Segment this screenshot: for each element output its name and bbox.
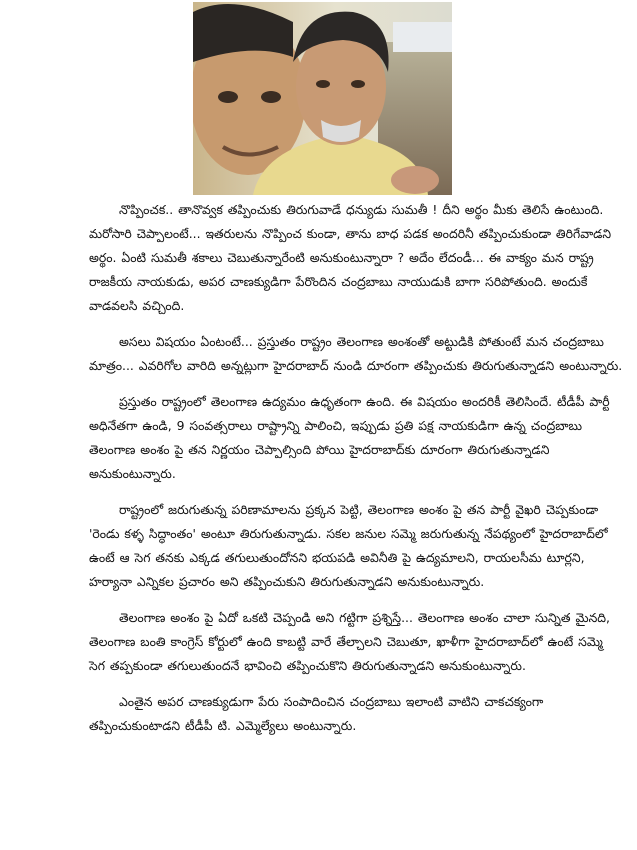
article-paragraph: నొప్పించక.. తానొవ్వక తప్పించుకు తిరుగువాడే ధన్యుడు సుమతీ ! దీని అర్థం మీకు తెలిసే ఉంటుంది. మరోసారి చెప్పాలంటే... ఇతరులను నొప్పించ కుండా, తాను బాధ పడక అందరినీ తప్పించుకుండా తిరిగేవాడని అర్థం. ఏంటి సుమతీ శకాలు చెబుతున్నారేంటి అనుకుంటున్నారా ? అదేం లేదండీ... ఈ వాక్యం మన రాష్ట్ర రాజకీయ నాయకుడు, అపర చాణక్యుడిగా పేరొందిన చంద్రబాబు నాయుడుకి బాగా సరిపోతుంది. అందుకే వాడవలసి వచ్చింది. [89,202,612,313]
article-paragraph: ప్రస్తుతం రాష్ట్రంలో తెలంగాణ ఉద్యమం ఉధృతంగా ఉంది. ఈ విషయం అందరికీ తెలిసిందే. టీడీపీ పార్టీ అధినేతగా ఉండి, 9 సంవత్సరాలు రాష్ట్రాన్ని పాలించి, ఇప్పుడు ప్రతి పక్ష నాయకుడిగా ఉన్న చంద్రబాబు తెలంగాణ అంశం పై తన నిర్ణయం చెప్పాల్సింది పోయి హైదరాబాద్‌కు దూరంగా తిరుగుతున్నాడని అనుకుంటున్నారు. [89,394,610,481]
article-photo [193,2,452,195]
article-paragraph: అసలు విషయం ఏంటంటే... ప్రస్తుతం రాష్ట్రం తెలంగాణ అంశంతో అట్టుడికి పోతుంటే మన చంద్రబాబు మాత్రం... ఎవరిగోల వారిది అన్నట్లుగా హైదరాబాద్ నుండి దూరంగా తప్పించుకు తిరుగుతున్నాడని అంటున్నారు. [89,334,623,373]
article-paragraph: ఎంతైన అపర చాణక్యుడుగా పేరు సంపాదించిన చంద్రబాబు ఇలాంటి వాటిని చాకచక్యంగా తప్పించుకుంటాడని టీడీపీ టి. ఎమ్మెల్యేలు అంటున్నారు. [89,694,544,733]
article-body [89,198,623,750]
article-paragraph: రాష్ట్రంలో జరుగుతున్న పరిణామాలను ప్రక్కన పెట్టి, తెలంగాణ అంశం పై తన పార్టీ వైఖరి చెప్పకుండా 'రెండు కళ్ళ సిద్ధాంతం' అంటూ తిరుగుతున్నాడు. సకల జనుల సమ్మె జరుగుతున్న నేపథ్యంలో హైదరాబాద్‌లో ఉంటే ఆ సెగ తనకు ఎక్కడ తగులుతుందోనని భయపడి అవినీతి పై ఉద్యమాలని, రాయలసీమ టూర్లని, హర్యానా ఎన్నికల ప్రచారం అని తప్పించుకుని తిరుగుతున్నాడని అనుకుంటున్నారు. [89,502,608,589]
article-paragraph: తెలంగాణ అంశం పై ఏదో ఒకటి చెప్పండి అని గట్టిగా ప్రశ్నిస్తే... తెలంగాణ అంశం చాలా సున్నిత మైనది, తెలంగాణ బంతి కాంగ్రెస్ కోర్టులో ఉంది కాబట్టి వారే తేల్చాలని చెబుతూ, ఖాళీగా హైదరాబాద్‌లో ఉంటే సమ్మె సెగ తప్పకుండా తగులుతుందనే భావించి తప్పించుకొని తిరుగుతున్నాడని అనుకుంటున్నారు. [89,610,610,673]
